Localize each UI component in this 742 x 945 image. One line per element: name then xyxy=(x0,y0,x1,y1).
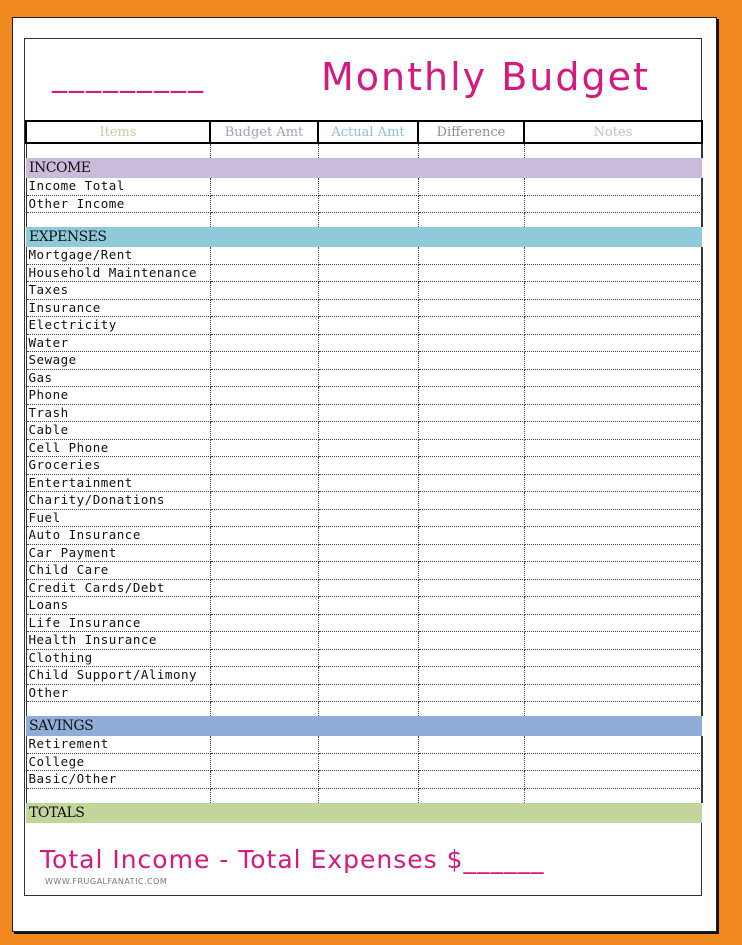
title-text: Monthly Budget xyxy=(321,55,650,99)
notes-cell[interactable] xyxy=(524,178,702,195)
budget-amt-cell[interactable] xyxy=(210,579,318,597)
budget-amt-cell[interactable] xyxy=(210,474,318,492)
actual-amt-cell[interactable] xyxy=(318,317,418,335)
column-header-budget: Budget Amt xyxy=(210,121,318,143)
spacer-row xyxy=(26,702,702,717)
notes-cell[interactable] xyxy=(524,422,702,440)
actual-amt-cell[interactable] xyxy=(318,562,418,580)
difference-cell[interactable] xyxy=(418,509,524,527)
column-header-items: Items xyxy=(26,121,210,143)
budget-amt-cell[interactable] xyxy=(210,195,318,213)
actual-amt-cell[interactable] xyxy=(318,474,418,492)
notes-cell[interactable] xyxy=(524,457,702,475)
actual-amt-cell[interactable] xyxy=(318,334,418,352)
table-row xyxy=(26,457,702,475)
actual-amt-cell[interactable] xyxy=(318,352,418,370)
empty-cell[interactable] xyxy=(210,702,318,717)
item-label: College xyxy=(26,753,210,771)
notes-cell[interactable] xyxy=(524,439,702,457)
table-row xyxy=(26,178,702,195)
actual-amt-cell[interactable] xyxy=(318,736,418,753)
actual-amt-cell[interactable] xyxy=(318,387,418,405)
item-label: Other Income xyxy=(26,195,210,213)
difference-cell[interactable] xyxy=(418,317,524,335)
table-row xyxy=(26,649,702,667)
table-row xyxy=(26,352,702,370)
difference-cell[interactable] xyxy=(418,579,524,597)
empty-cell[interactable] xyxy=(418,143,524,158)
item-label: Insurance xyxy=(26,299,210,317)
item-label: Sewage xyxy=(26,352,210,370)
table-row xyxy=(26,387,702,405)
empty-cell[interactable] xyxy=(210,788,318,803)
difference-cell[interactable] xyxy=(418,753,524,771)
notes-cell[interactable] xyxy=(524,736,702,753)
table-row xyxy=(26,317,702,335)
difference-cell[interactable] xyxy=(418,544,524,562)
section-label: TOTALS xyxy=(26,803,702,823)
empty-cell[interactable] xyxy=(318,143,418,158)
actual-amt-cell[interactable] xyxy=(318,404,418,422)
budget-amt-cell[interactable] xyxy=(210,178,318,195)
budget-amt-cell[interactable] xyxy=(210,299,318,317)
empty-cell[interactable] xyxy=(26,788,210,803)
item-label: Income Total xyxy=(26,178,210,195)
item-label: Credit Cards/Debt xyxy=(26,579,210,597)
difference-cell[interactable] xyxy=(418,736,524,753)
budget-amt-cell[interactable] xyxy=(210,753,318,771)
notes-cell[interactable] xyxy=(524,597,702,615)
section-label: SAVINGS xyxy=(26,716,702,736)
budget-amt-cell[interactable] xyxy=(210,422,318,440)
notes-cell[interactable] xyxy=(524,369,702,387)
empty-cell[interactable] xyxy=(318,213,418,228)
difference-cell[interactable] xyxy=(418,684,524,702)
page-title xyxy=(25,39,701,119)
notes-cell[interactable] xyxy=(524,562,702,580)
actual-amt-cell[interactable] xyxy=(318,753,418,771)
table-row xyxy=(26,527,702,545)
empty-cell[interactable] xyxy=(524,143,702,158)
budget-amt-cell[interactable] xyxy=(210,684,318,702)
item-label: Electricity xyxy=(26,317,210,335)
actual-amt-cell[interactable] xyxy=(318,527,418,545)
table-row xyxy=(26,195,702,213)
empty-cell[interactable] xyxy=(210,143,318,158)
item-label: Charity/Donations xyxy=(26,492,210,510)
notes-cell[interactable] xyxy=(524,753,702,771)
actual-amt-cell[interactable] xyxy=(318,299,418,317)
budget-amt-cell[interactable] xyxy=(210,369,318,387)
notes-cell[interactable] xyxy=(524,771,702,789)
table-row xyxy=(26,439,702,457)
empty-cell[interactable] xyxy=(418,702,524,717)
difference-cell[interactable] xyxy=(418,299,524,317)
table-row xyxy=(26,422,702,440)
item-label: Phone xyxy=(26,387,210,405)
difference-cell[interactable] xyxy=(418,771,524,789)
difference-cell[interactable] xyxy=(418,474,524,492)
notes-cell[interactable] xyxy=(524,282,702,300)
difference-cell[interactable] xyxy=(418,195,524,213)
table-row xyxy=(26,264,702,282)
actual-amt-cell[interactable] xyxy=(318,264,418,282)
budget-amt-cell[interactable] xyxy=(210,597,318,615)
budget-amt-cell[interactable] xyxy=(210,771,318,789)
empty-cell[interactable] xyxy=(210,213,318,228)
item-label: Cell Phone xyxy=(26,439,210,457)
spacer-row xyxy=(26,213,702,228)
item-label: Water xyxy=(26,334,210,352)
section-label: EXPENSES xyxy=(26,227,702,247)
budget-amt-cell[interactable] xyxy=(210,387,318,405)
actual-amt-cell[interactable] xyxy=(318,178,418,195)
notes-cell[interactable] xyxy=(524,317,702,335)
notes-cell[interactable] xyxy=(524,352,702,370)
section-header-savings xyxy=(26,716,702,736)
table-row xyxy=(26,404,702,422)
budget-amt-cell[interactable] xyxy=(210,667,318,685)
notes-cell[interactable] xyxy=(524,264,702,282)
budget-amt-cell[interactable] xyxy=(210,317,318,335)
table-row xyxy=(26,247,702,264)
actual-amt-cell[interactable] xyxy=(318,684,418,702)
item-label: Life Insurance xyxy=(26,614,210,632)
table-row xyxy=(26,684,702,702)
budget-amt-cell[interactable] xyxy=(210,562,318,580)
difference-cell[interactable] xyxy=(418,422,524,440)
actual-amt-cell[interactable] xyxy=(318,195,418,213)
difference-cell[interactable] xyxy=(418,562,524,580)
table-row xyxy=(26,544,702,562)
budget-amt-cell[interactable] xyxy=(210,457,318,475)
notes-cell[interactable] xyxy=(524,509,702,527)
table-row xyxy=(26,492,702,510)
totals-formula: Total Income - Total Expenses $______ xyxy=(40,845,545,874)
table-row xyxy=(26,334,702,352)
notes-cell[interactable] xyxy=(524,404,702,422)
column-header-difference: Difference xyxy=(418,121,524,143)
difference-cell[interactable] xyxy=(418,282,524,300)
month-blank[interactable]: _________ xyxy=(52,59,205,94)
empty-cell[interactable] xyxy=(318,788,418,803)
notes-cell[interactable] xyxy=(524,579,702,597)
actual-amt-cell[interactable] xyxy=(318,282,418,300)
budget-amt-cell[interactable] xyxy=(210,352,318,370)
difference-cell[interactable] xyxy=(418,178,524,195)
table-row xyxy=(26,562,702,580)
empty-cell[interactable] xyxy=(26,702,210,717)
empty-cell[interactable] xyxy=(524,213,702,228)
section-header-income xyxy=(26,158,702,178)
actual-amt-cell[interactable] xyxy=(318,439,418,457)
difference-cell[interactable] xyxy=(418,597,524,615)
notes-cell[interactable] xyxy=(524,492,702,510)
empty-cell[interactable] xyxy=(318,702,418,717)
difference-cell[interactable] xyxy=(418,667,524,685)
budget-amt-cell[interactable] xyxy=(210,527,318,545)
actual-amt-cell[interactable] xyxy=(318,492,418,510)
actual-amt-cell[interactable] xyxy=(318,369,418,387)
budget-table xyxy=(25,120,703,823)
table-row xyxy=(26,614,702,632)
budget-amt-cell[interactable] xyxy=(210,334,318,352)
empty-cell[interactable] xyxy=(524,702,702,717)
budget-amt-cell[interactable] xyxy=(210,649,318,667)
actual-amt-cell[interactable] xyxy=(318,579,418,597)
actual-amt-cell[interactable] xyxy=(318,597,418,615)
budget-amt-cell[interactable] xyxy=(210,264,318,282)
budget-amt-cell[interactable] xyxy=(210,282,318,300)
table-row xyxy=(26,771,702,789)
actual-amt-cell[interactable] xyxy=(318,457,418,475)
actual-amt-cell[interactable] xyxy=(318,247,418,264)
difference-cell[interactable] xyxy=(418,457,524,475)
header-row xyxy=(26,121,702,143)
table-row xyxy=(26,753,702,771)
item-label: Loans xyxy=(26,597,210,615)
difference-cell[interactable] xyxy=(418,264,524,282)
item-label: Retirement xyxy=(26,736,210,753)
item-label: Household Maintenance xyxy=(26,264,210,282)
item-label: Trash xyxy=(26,404,210,422)
table-row xyxy=(26,474,702,492)
budget-amt-cell[interactable] xyxy=(210,614,318,632)
difference-cell[interactable] xyxy=(418,247,524,264)
notes-cell[interactable] xyxy=(524,474,702,492)
budget-amt-cell[interactable] xyxy=(210,736,318,753)
section-label: INCOME xyxy=(26,158,702,178)
notes-cell[interactable] xyxy=(524,247,702,264)
notes-cell[interactable] xyxy=(524,614,702,632)
difference-cell[interactable] xyxy=(418,439,524,457)
column-header-actual: Actual Amt xyxy=(318,121,418,143)
table-row xyxy=(26,736,702,753)
difference-cell[interactable] xyxy=(418,387,524,405)
item-label: Basic/Other xyxy=(26,771,210,789)
actual-amt-cell[interactable] xyxy=(318,509,418,527)
notes-cell[interactable] xyxy=(524,544,702,562)
budget-amt-cell[interactable] xyxy=(210,632,318,650)
empty-cell[interactable] xyxy=(26,213,210,228)
table-row xyxy=(26,597,702,615)
difference-cell[interactable] xyxy=(418,352,524,370)
budget-amt-cell[interactable] xyxy=(210,404,318,422)
spacer-row xyxy=(26,143,702,158)
item-label: Health Insurance xyxy=(26,632,210,650)
budget-frame xyxy=(24,38,702,896)
table-row xyxy=(26,667,702,685)
actual-amt-cell[interactable] xyxy=(318,771,418,789)
table-row xyxy=(26,369,702,387)
actual-amt-cell[interactable] xyxy=(318,649,418,667)
item-label: Car Payment xyxy=(26,544,210,562)
empty-cell[interactable] xyxy=(418,788,524,803)
notes-cell[interactable] xyxy=(524,527,702,545)
watermark: WWW.FRUGALFANATIC.COM xyxy=(45,877,168,886)
table-row xyxy=(26,632,702,650)
difference-cell[interactable] xyxy=(418,404,524,422)
budget-amt-cell[interactable] xyxy=(210,247,318,264)
item-label: Groceries xyxy=(26,457,210,475)
actual-amt-cell[interactable] xyxy=(318,632,418,650)
difference-cell[interactable] xyxy=(418,492,524,510)
item-label: Fuel xyxy=(26,509,210,527)
difference-cell[interactable] xyxy=(418,527,524,545)
item-label: Mortgage/Rent xyxy=(26,247,210,264)
actual-amt-cell[interactable] xyxy=(318,422,418,440)
actual-amt-cell[interactable] xyxy=(318,544,418,562)
table-row xyxy=(26,509,702,527)
item-label: Cable xyxy=(26,422,210,440)
item-label: Auto Insurance xyxy=(26,527,210,545)
notes-cell[interactable] xyxy=(524,667,702,685)
table-row xyxy=(26,579,702,597)
item-label: Child Support/Alimony xyxy=(26,667,210,685)
empty-cell[interactable] xyxy=(524,788,702,803)
notes-cell[interactable] xyxy=(524,649,702,667)
budget-amt-cell[interactable] xyxy=(210,509,318,527)
difference-cell[interactable] xyxy=(418,334,524,352)
spacer-row xyxy=(26,788,702,803)
notes-cell[interactable] xyxy=(524,684,702,702)
difference-cell[interactable] xyxy=(418,649,524,667)
budget-amt-cell[interactable] xyxy=(210,544,318,562)
budget-amt-cell[interactable] xyxy=(210,492,318,510)
section-header-totals xyxy=(26,803,702,823)
item-label: Gas xyxy=(26,369,210,387)
difference-cell[interactable] xyxy=(418,614,524,632)
actual-amt-cell[interactable] xyxy=(318,614,418,632)
item-label: Entertainment xyxy=(26,474,210,492)
notes-cell[interactable] xyxy=(524,632,702,650)
difference-cell[interactable] xyxy=(418,632,524,650)
column-header-notes: Notes xyxy=(524,121,702,143)
budget-page xyxy=(12,17,717,932)
empty-cell[interactable] xyxy=(26,143,210,158)
notes-cell[interactable] xyxy=(524,195,702,213)
section-header-expenses xyxy=(26,227,702,247)
item-label: Other xyxy=(26,684,210,702)
item-label: Clothing xyxy=(26,649,210,667)
notes-cell[interactable] xyxy=(524,299,702,317)
notes-cell[interactable] xyxy=(524,334,702,352)
table-row xyxy=(26,299,702,317)
item-label: Child Care xyxy=(26,562,210,580)
budget-amt-cell[interactable] xyxy=(210,439,318,457)
difference-cell[interactable] xyxy=(418,369,524,387)
actual-amt-cell[interactable] xyxy=(318,667,418,685)
table-row xyxy=(26,282,702,300)
item-label: Taxes xyxy=(26,282,210,300)
empty-cell[interactable] xyxy=(418,213,524,228)
notes-cell[interactable] xyxy=(524,387,702,405)
